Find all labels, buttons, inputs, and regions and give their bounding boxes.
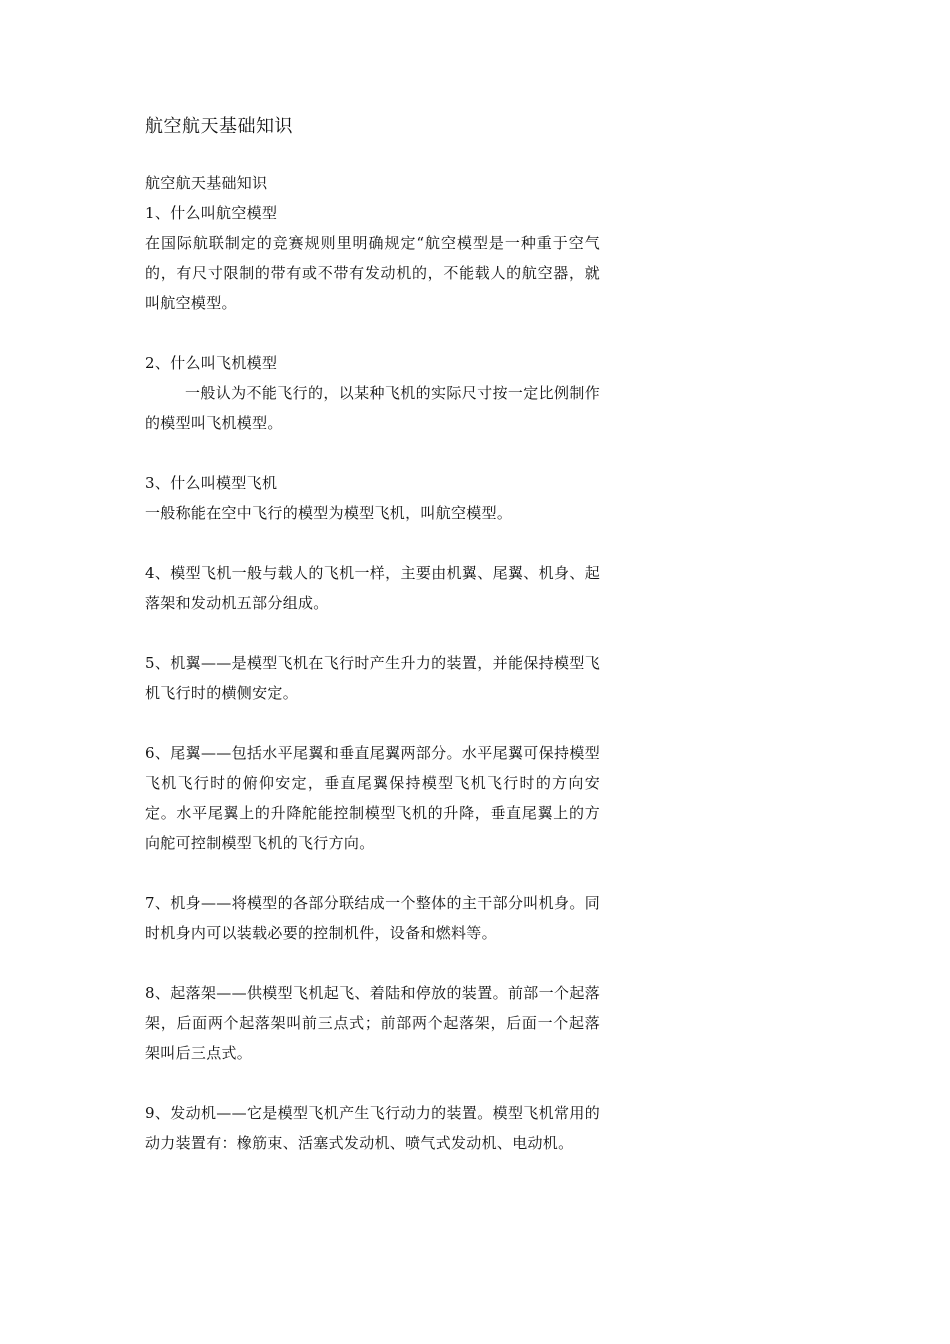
paragraph-gap bbox=[145, 858, 600, 888]
section-paragraph-8: 8、起落架——供模型飞机起飞、着陆和停放的装置。前部一个起落架，后面两个起落架叫前三点式；前部两个起落架，后面一个起落架叫后三点式。 bbox=[145, 984, 600, 1062]
paragraph-gap bbox=[145, 1068, 600, 1098]
document-page bbox=[145, 112, 600, 1158]
document-subtitle: 航空航天基础知识 bbox=[145, 174, 268, 192]
page-title: 航空航天基础知识 bbox=[145, 116, 293, 137]
section-body-1: 在国际航联制定的竞赛规则里明确规定“航空模型是一种重于空气的，有尺寸限制的带有或不带有发动机的，不能载人的航空器，就叫航空模型。 bbox=[145, 234, 600, 312]
section-paragraph-7: 7、机身——将模型的各部分联结成一个整体的主干部分叫机身。同时机身内可以装载必要的控制机件，设备和燃料等。 bbox=[145, 894, 600, 942]
section-body-3: 一般称能在空中飞行的模型为模型飞机，叫航空模型。 bbox=[145, 504, 513, 522]
section-heading-1: 1、什么叫航空模型 bbox=[145, 204, 278, 222]
paragraph-gap bbox=[145, 708, 600, 738]
section-paragraph-4: 4、模型飞机一般与载人的飞机一样，主要由机翼、尾翼、机身、起落架和发动机五部分组成。 bbox=[145, 564, 600, 612]
section-paragraph-6: 6、尾翼——包括水平尾翼和垂直尾翼两部分。水平尾翼可保持模型飞机飞行时的俯仰安定，垂直尾翼保持模型飞机飞行时的方向安定。水平尾翼上的升降舵能控制模型飞机的升降，垂直尾翼上的方向舵可控制模型飞机的飞行方向。 bbox=[145, 744, 600, 852]
paragraph-gap bbox=[145, 948, 600, 978]
section-paragraph-9: 9、发动机——它是模型飞机产生飞行动力的装置。模型飞机常用的动力装置有：橡筋束、活塞式发动机、喷气式发动机、电动机。 bbox=[145, 1104, 600, 1152]
section-paragraph-5: 5、机翼——是模型飞机在飞行时产生升力的装置，并能保持模型飞机飞行时的横侧安定。 bbox=[145, 654, 600, 702]
paragraph-gap bbox=[145, 318, 600, 348]
paragraph-gap bbox=[145, 618, 600, 648]
section-body-2: 一般认为不能飞行的，以某种飞机的实际尺寸按一定比例制作的模型叫飞机模型。 bbox=[145, 384, 600, 432]
paragraph-gap bbox=[145, 528, 600, 558]
paragraph-gap bbox=[145, 438, 600, 468]
section-heading-2: 2、什么叫飞机模型 bbox=[145, 354, 278, 372]
section-heading-3: 3、什么叫模型飞机 bbox=[145, 474, 278, 492]
